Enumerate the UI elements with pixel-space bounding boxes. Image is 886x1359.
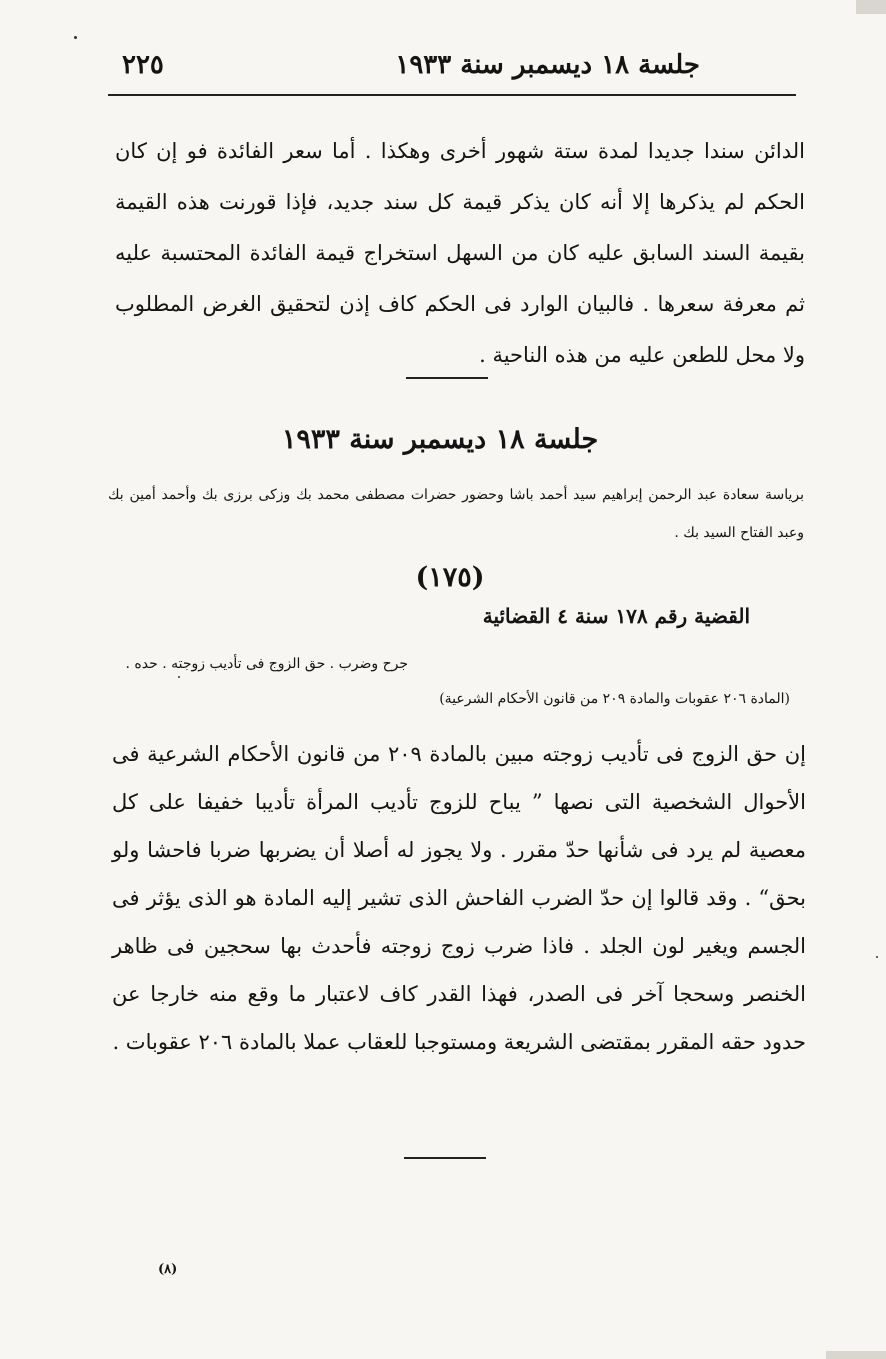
court-composition: برياسة سعادة عبد الرحمن إبراهيم سيد أحمد باشا وحضور حضرات مصطفى محمد بك وزكى برزى بك وأحمد أمين بك وعبد الفتاح السيد بك .: [108, 487, 804, 541]
running-header: [108, 44, 796, 96]
scan-edge-shadow: [826, 1351, 886, 1359]
section-divider: [406, 377, 488, 379]
case-number: (١٧٥): [415, 562, 485, 593]
ruling-paragraph: إن حق الزوج فى تأديب زوجته مبين بالمادة ٢٠٩ من قانون الأحكام الشرعية فى الأحوال الشخصية التى نصها ” يباح للزوج تأديب المرأة تأديبا خفيفا على كل معصية لم يرد فى شأنها حدّ مقرر . ولا يجوز له أصلا أن يضربها ضربا فاحشا ولو بحق“ . وقد قالوا إن حدّ الضرب الفاحش الذى تشير إليه المادة هو الذى يؤثر فى الجسم ويغير لون الجلد . فاذا ضرب زوج زوجته فأحدث بها سحجين فى ظاهر الخنصر وسحجا آخر فى الصدر، فهذا القدر كاف لاعتبار ما وقع منه خارجا عن حدود حقه المقرر بمقتضى الشريعة ومستوجبا للعقاب عملا بالمادة ٢٠٦ عقوبات .: [112, 742, 806, 1054]
scan-edge-shadow: [856, 0, 886, 14]
case-keywords: جرح وضرب . حق الزوج فى تأديب زوجته . حده .: [125, 656, 408, 672]
running-title: جلسة ١٨ ديسمبر سنة ١٩٣٣: [395, 50, 700, 80]
case-reference: القضية رقم ١٧٨ سنة ٤ القضائية: [482, 604, 750, 628]
cited-articles: (المادة ٢٠٦ عقوبات والمادة ٢٠٩ من قانون الأحكام الشرعية): [439, 691, 790, 707]
continued-paragraph: الدائن سندا جديدا لمدة ستة شهور أخرى وهكذا . أما سعر الفائدة فو إن كان الحكم لم يذكرها إلا أنه كان يذكر قيمة كل سند جديد، فإذا قورنت هذه القيمة بقيمة السند السابق عليه كان من السهل استخراج قيمة الفائدة المحتسبة عليه ثم معرفة سعرها . فالبيان الوارد فى الحكم كاف إذن لتحقيق الغرض المطلوب ولا محل للطعن عليه من هذه الناحية .: [115, 139, 805, 367]
ink-speck: [178, 676, 180, 678]
ink-speck: [876, 956, 878, 958]
section-divider: [404, 1157, 486, 1159]
signature-mark: (٨): [158, 1262, 178, 1277]
session-title: جلسة ١٨ ديسمبر سنة ١٩٣٣: [281, 424, 599, 455]
ink-speck: [74, 36, 77, 39]
page-number: ٢٢٥: [122, 50, 164, 80]
